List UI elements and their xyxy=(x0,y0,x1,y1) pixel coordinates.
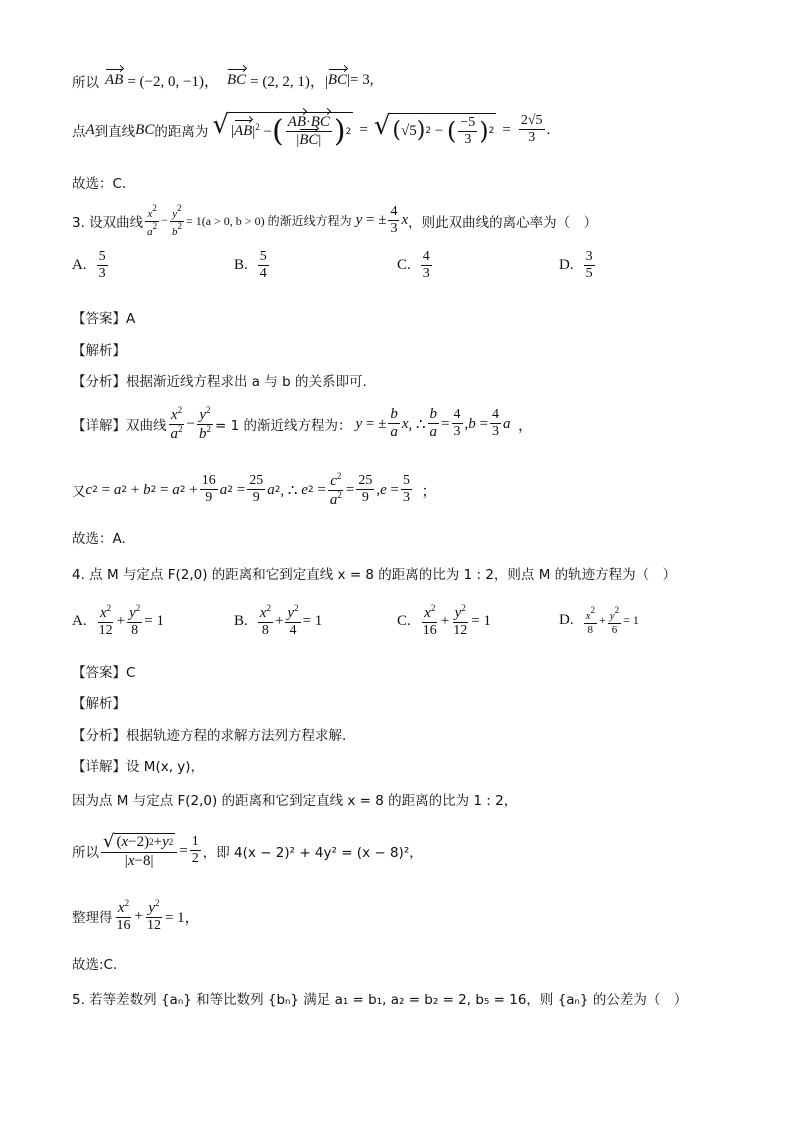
line-bc: BC xyxy=(135,121,155,138)
question-5-stem: 5. 若等差数列 {aₙ} 和等比数列 {bₙ} 满足 a₁ = b₁, a₂ = b₂ = 2, b₅ = 16，则 {aₙ} 的公差为（ ） xyxy=(72,992,688,1008)
vector-values-line xyxy=(72,70,373,91)
text-to-line: 到直线 xyxy=(94,124,136,140)
q3-stem-prefix: 3. 设双曲线 xyxy=(72,214,144,231)
q3-detail-prefix: 【详解】双曲线 xyxy=(72,418,167,434)
q4-so-line: 所以 √ ( x −2) 2 + y 2 |x−8| = $\frac{1}{2}$ ，即 4(x − 2)² + 4y² = (x − 8)²， xyxy=(72,830,423,869)
q3-detail2-prefix: 又 xyxy=(72,484,86,500)
text-suoyi: 所以 xyxy=(72,74,99,91)
q4-detail: 【详解】设 M(x, y)， xyxy=(72,759,205,775)
q3-detail-line: 【详解】双曲线 $\frac{x^2}{a^2}$ − $\frac{y^2}{b^2}$ = 1 的渐近线方程为： y = ± $\frac{b}{a}$ x , ∴ $\frac{b}{a}$ = $\frac{4}{3}$ , b = $\frac{4}{3}$ a ， xyxy=(72,404,533,442)
distance-sqrt-expression: √ | AB $|^2$ − ( $\frac{AB\cdot BC}{|BC|}$ ) 2 xyxy=(212,109,352,149)
q3-option-b[interactable]: B. $\frac{5}{4}$ xyxy=(234,249,267,281)
q4-option-d[interactable]: D. $\frac{x^2}{8}$ + $\frac{y^2}{6}$ = 1 xyxy=(559,605,639,636)
q4-choose: 故选:C. xyxy=(72,957,118,973)
question-4-stem: 4. 点 M 与定点 F(2,0) 的距离和它到定直线 x = 8 的距离的比为 1 : 2，则点 M 的轨迹方程为（ ） xyxy=(72,567,677,583)
q3-choose: 故选：A. xyxy=(72,531,126,547)
q4-fenxi: 【分析】根据轨迹方程的求解方法列方程求解. xyxy=(72,728,347,744)
q3-stem-middle: = 1(a > 0, b > 0) 的渐近线方程为 xyxy=(185,214,352,229)
q4-option-c[interactable]: C. $\frac{x^2}{16}$ + $\frac{y^2}{12}$ = 1 xyxy=(397,603,491,638)
q4-because: 因为点 M 与定点 F(2,0) 的距离和它到定直线 x = 8 的距离的比为 1 : 2， xyxy=(72,793,518,809)
q4-option-a[interactable]: A. $\frac{x^2}{12}$ + $\frac{y^2}{8}$ = 1 xyxy=(72,603,164,638)
point-a: A xyxy=(85,121,95,138)
vector-bc-value: = (2, 2, 1)，| xyxy=(250,74,328,90)
choose-c-line: 故选：C. xyxy=(72,176,127,192)
vector-bc-magnitude: BC xyxy=(327,72,347,88)
q3-answer: 【答案】A xyxy=(72,311,136,327)
q4-option-b[interactable]: B. $\frac{x^2}{8}$ + $\frac{y^2}{4}$ = 1 xyxy=(234,603,323,638)
question-3-stem: 3. 设双曲线 $\frac{x^2}{a^2}$ − $\frac{y^2}{b^2}$ = 1(a > 0, b > 0) 的渐近线方程为 y = ± $\frac{4}{3}$ x ，则此双曲线的离心率为（ ） xyxy=(72,203,598,238)
text-dian: 点 xyxy=(72,124,86,140)
vector-ab-value: = (−2, 0, −1)， xyxy=(127,74,219,90)
q4-so-suffix: ，即 4(x − 2)² + 4y² = (x − 8)²， xyxy=(202,845,423,861)
q3-option-d[interactable]: D. $\frac{3}{5}$ xyxy=(559,249,593,281)
vector-ab: AB xyxy=(105,72,124,88)
q4-tidy-suffix: = 1， xyxy=(164,909,200,926)
vector-bc: BC xyxy=(226,72,247,88)
q3-option-c[interactable]: C. $\frac{4}{3}$ xyxy=(397,249,430,281)
q3-stem-suffix: ，则此双曲线的离心率为（ ） xyxy=(408,214,598,231)
distance-numeric-sqrt: √ ( √5 ) 2 − ( $\frac{-5}{3}$ ) 2 xyxy=(373,110,495,147)
q3-detail-middle: = 1 的渐近线方程为： xyxy=(214,418,352,434)
q4-so-prefix: 所以 xyxy=(72,845,99,861)
q4-tidy-prefix: 整理得 xyxy=(72,910,113,926)
distance-result: $\frac{2√5}{3}$ xyxy=(520,113,543,146)
text-distance-is: 的距离为 xyxy=(154,124,209,140)
q4-tidy-line: 整理得 $\frac{x^2}{16}$ + $\frac{y^2}{12}$ = 1， xyxy=(72,897,200,933)
q3-eccentricity-line: 又 c 2 = a 2 + b 2 = a 2 + $\frac{16}{9}$ a 2 = $\frac{25}{9}$ a 2 , ∴ e 2 = $\frac{c^2}{a^2}$ = $\frac{25}{9}$ , e = $\frac{5}{3}$ ； xyxy=(72,470,437,508)
distance-formula-line: 点 A 到直线 BC 的距离为 √ | AB $|^2$ − ( $\frac{AB\cdot BC}{|BC|}$ ) 2 = √ ( √5 ) 2 − ( $\frac{-5}{3}$ ) 2 = $\frac{2√5}{3}$ . xyxy=(72,109,551,149)
q3-option-a[interactable]: A. $\frac{5}{3}$ xyxy=(72,249,106,281)
vector-bc-magnitude-value: |= 3, xyxy=(347,72,374,88)
q4-jiexi: 【解析】 xyxy=(72,696,126,712)
q3-fenxi: 【分析】根据渐近线方程求出 a 与 b 的关系即可. xyxy=(72,374,367,390)
q4-ratio-fraction: √ ( x −2) 2 + y 2 |x−8| xyxy=(101,833,177,869)
q4-answer: 【答案】C xyxy=(72,665,136,681)
q3-jiexi: 【解析】 xyxy=(72,343,126,359)
